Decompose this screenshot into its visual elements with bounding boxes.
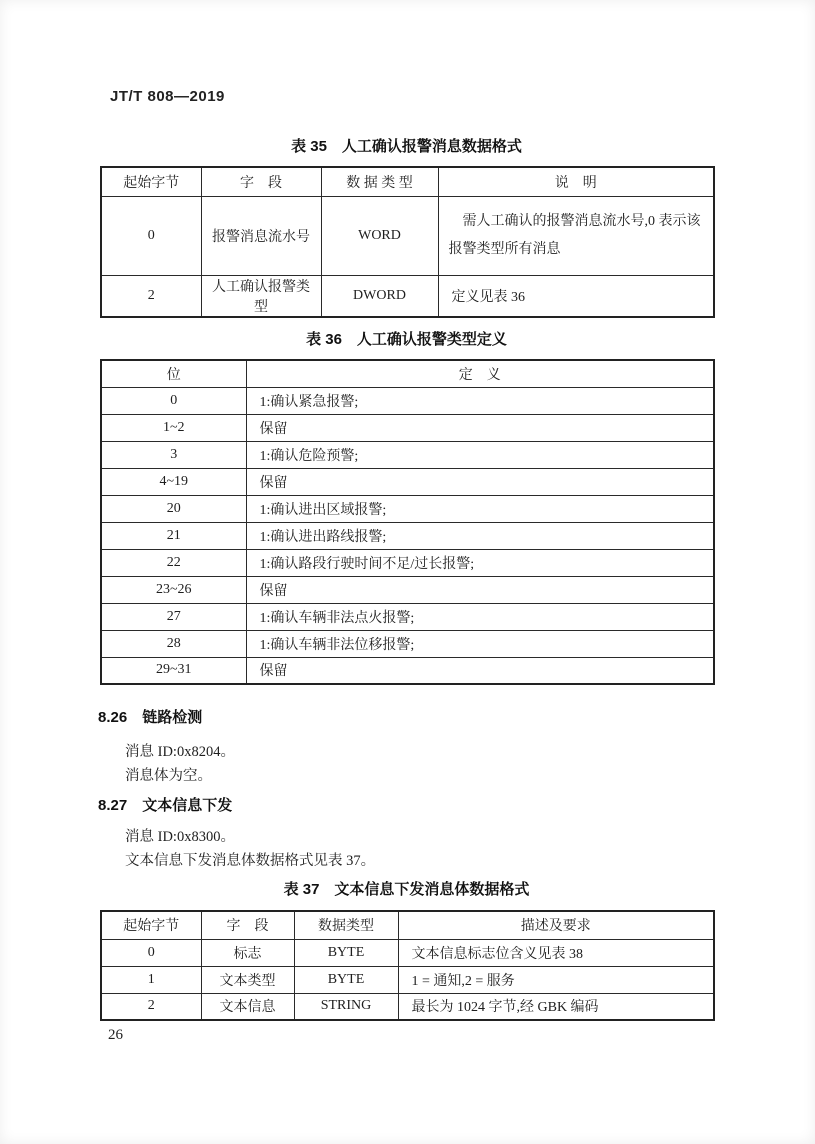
table37-cell-field: 文本类型 xyxy=(201,966,294,993)
standard-number-header: JT/T 808—2019 xyxy=(110,88,225,105)
table37-cell-type: BYTE xyxy=(294,966,398,993)
table-row xyxy=(101,414,714,441)
table37-cell-start: 0 xyxy=(101,939,201,966)
table-row xyxy=(101,939,714,966)
table-row xyxy=(101,630,714,657)
table36-title: 表 36 人工确认报警类型定义 xyxy=(306,331,507,348)
table37-header-field: 字 段 xyxy=(201,911,294,939)
table35-cell-field: 报警消息流水号 xyxy=(201,196,321,275)
table36-cell-definition: 1:确认路段行驶时间不足/过长报警; xyxy=(246,549,714,576)
body-text-message-body-empty: 消息体为空。 xyxy=(125,768,212,784)
table36-cell-bit: 27 xyxy=(101,603,246,630)
table36-cell-bit: 22 xyxy=(101,549,246,576)
table35-cell-field: 人工确认报警类型 xyxy=(201,275,321,317)
table35-title: 表 35 人工确认报警消息数据格式 xyxy=(291,138,522,155)
table35-cell-desc: 需人工确认的报警消息流水号,0 表示该报警类型所有消息 xyxy=(438,196,714,275)
table36-cell-definition: 1:确认进出路线报警; xyxy=(246,522,714,549)
table-row xyxy=(101,603,714,630)
table36-cell-bit: 20 xyxy=(101,495,246,522)
table36-header-bit: 位 xyxy=(101,360,246,387)
table-row xyxy=(101,549,714,576)
section-heading-8-26 xyxy=(98,706,202,727)
body-text-message-id-8204: 消息 ID:0x8204。 xyxy=(125,744,235,760)
table37-cell-type: BYTE xyxy=(294,939,398,966)
table35-header-description: 说 明 xyxy=(438,167,714,196)
table36-cell-definition: 保留 xyxy=(246,414,714,441)
table-row xyxy=(101,522,714,549)
table35-cell-type: WORD xyxy=(321,196,438,275)
table-row xyxy=(101,441,714,468)
table-row xyxy=(101,993,714,1020)
table36-cell-definition: 1:确认车辆非法位移报警; xyxy=(246,630,714,657)
section-title: 链路检测 xyxy=(142,709,203,726)
table-row xyxy=(101,576,714,603)
table36-cell-bit: 0 xyxy=(101,387,246,414)
table36-cell-definition: 1:确认进出区域报警; xyxy=(246,495,714,522)
table37-header-start-byte: 起始字节 xyxy=(101,911,201,939)
table36-cell-bit: 29~31 xyxy=(101,657,246,684)
table36-header-row xyxy=(101,360,714,387)
table35-cell-start: 2 xyxy=(101,275,201,317)
table37-header-requirements: 描述及要求 xyxy=(398,911,714,939)
table-row xyxy=(101,387,714,414)
table36-cell-bit: 28 xyxy=(101,630,246,657)
table35-header-data-type: 数 据 类 型 xyxy=(321,167,438,196)
table-row xyxy=(101,275,714,317)
table37-cell-start: 2 xyxy=(101,993,201,1020)
table37-cell-desc: 最长为 1024 字节,经 GBK 编码 xyxy=(398,993,714,1020)
table36-cell-definition: 1:确认车辆非法点火报警; xyxy=(246,603,714,630)
table37-cell-type: STRING xyxy=(294,993,398,1020)
table37-title: 表 37 文本信息下发消息体数据格式 xyxy=(283,881,530,898)
body-text-message-id-8300: 消息 ID:0x8300。 xyxy=(125,829,235,845)
table36-cell-bit: 4~19 xyxy=(101,468,246,495)
table36-header-definition: 定 义 xyxy=(246,360,714,387)
section-number: 8.26 xyxy=(98,709,128,726)
table37-cell-field: 文本信息 xyxy=(201,993,294,1020)
table36-cell-bit: 21 xyxy=(101,522,246,549)
table36-cell-bit: 1~2 xyxy=(101,414,246,441)
table37-cell-desc: 文本信息标志位含义见表 38 xyxy=(398,939,714,966)
table35-cell-desc: 定义见表 36 xyxy=(438,275,714,317)
table37-cell-start: 1 xyxy=(101,966,201,993)
table37-cell-desc: 1 = 通知,2 = 服务 xyxy=(398,966,714,993)
table36 xyxy=(100,359,715,685)
table-row xyxy=(101,657,714,684)
table35-cell-start: 0 xyxy=(101,196,201,275)
table-row xyxy=(101,468,714,495)
table-row xyxy=(101,196,714,275)
table36-cell-definition: 1:确认危险预警; xyxy=(246,441,714,468)
table36-cell-bit: 3 xyxy=(101,441,246,468)
table35 xyxy=(100,166,715,318)
table37-header-data-type: 数据类型 xyxy=(294,911,398,939)
table-row xyxy=(101,495,714,522)
page-number: 26 xyxy=(108,1027,123,1043)
body-text-see-table-37: 文本信息下发消息体数据格式见表 37。 xyxy=(125,853,376,869)
table36-cell-bit: 23~26 xyxy=(101,576,246,603)
table37 xyxy=(100,910,715,1021)
table37-cell-field: 标志 xyxy=(201,939,294,966)
table36-cell-definition: 1:确认紧急报警; xyxy=(246,387,714,414)
table36-cell-definition: 保留 xyxy=(246,657,714,684)
table35-header-row xyxy=(101,167,714,196)
section-number: 8.27 xyxy=(98,797,128,814)
section-heading-8-27 xyxy=(98,794,232,815)
table36-cell-definition: 保留 xyxy=(246,468,714,495)
table-row xyxy=(101,966,714,993)
table36-cell-definition: 保留 xyxy=(246,576,714,603)
table35-header-field: 字 段 xyxy=(201,167,321,196)
table35-header-start-byte: 起始字节 xyxy=(101,167,201,196)
table35-cell-type: DWORD xyxy=(321,275,438,317)
table37-header-row xyxy=(101,911,714,939)
section-title: 文本信息下发 xyxy=(142,797,233,814)
